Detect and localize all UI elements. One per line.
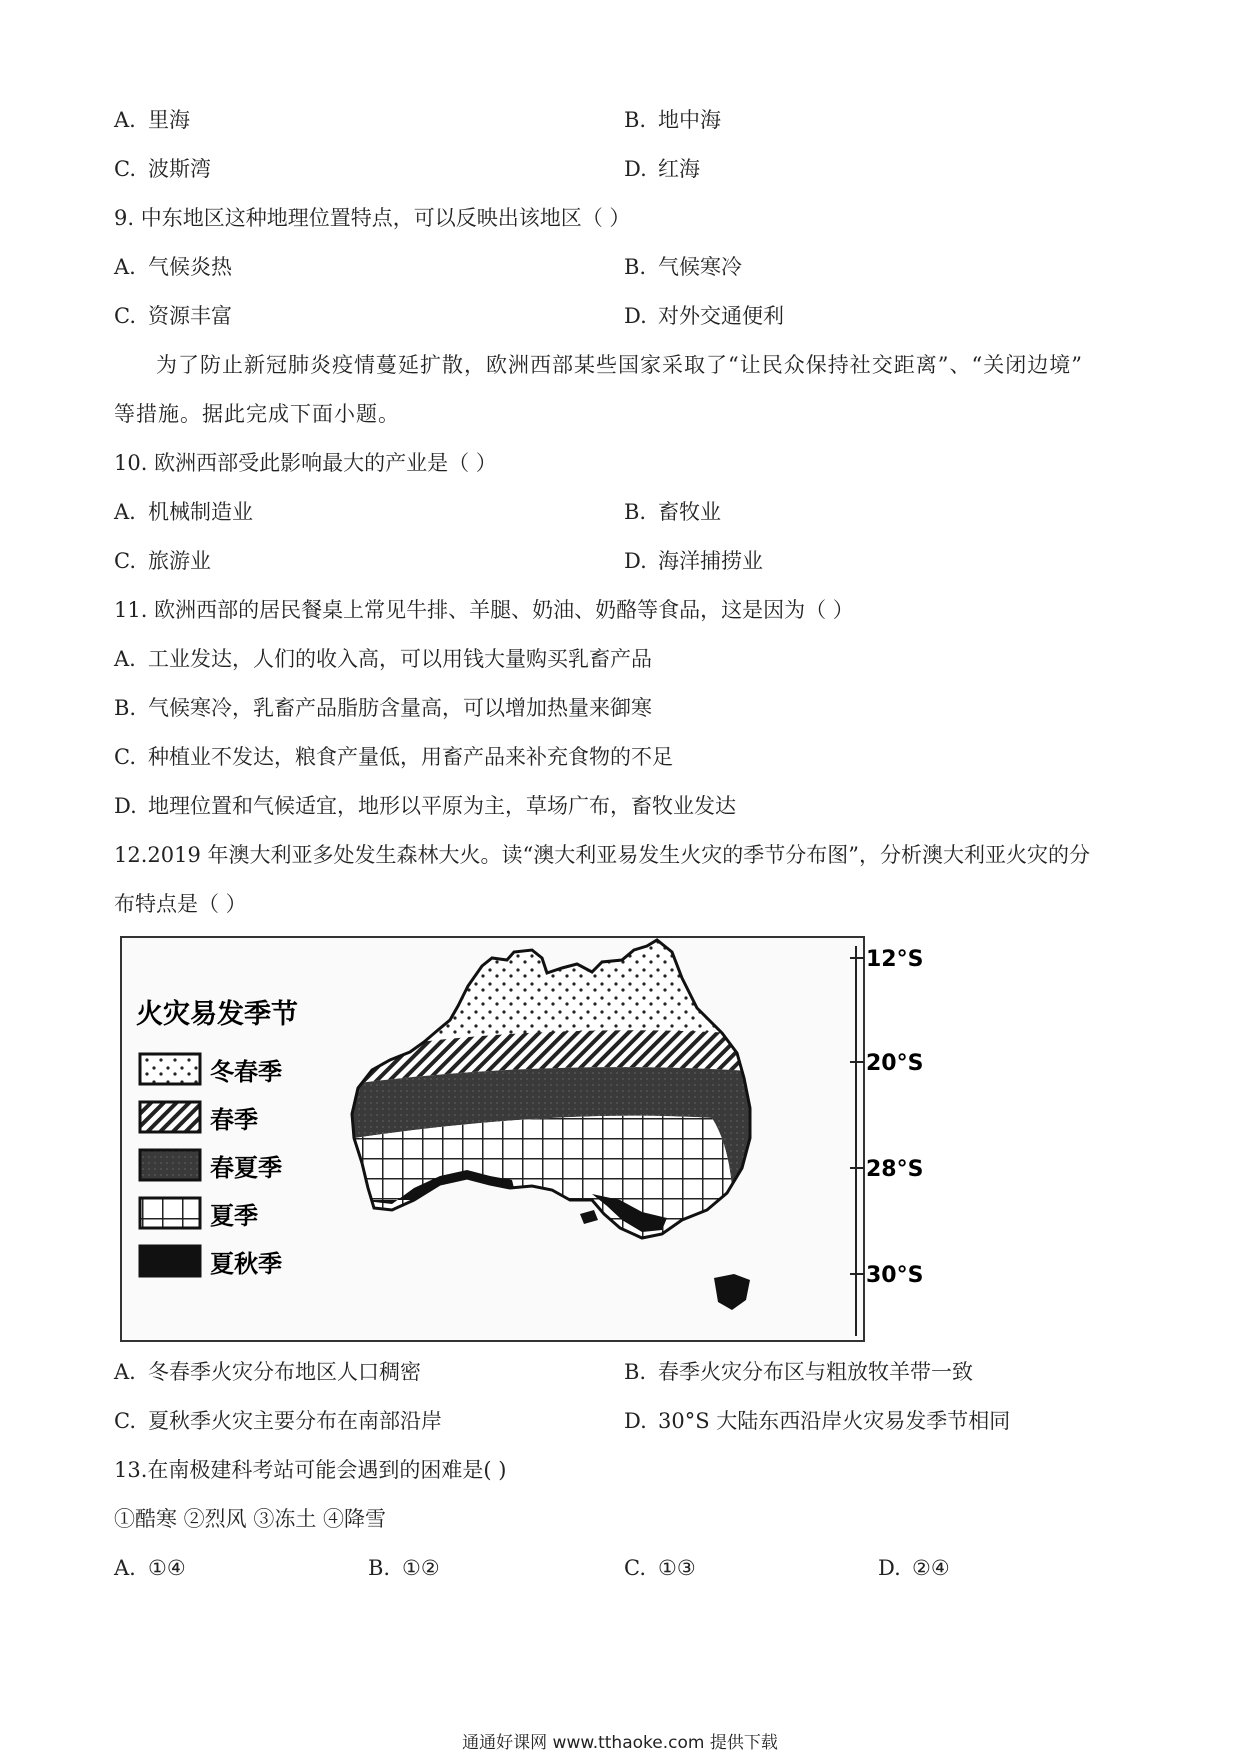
latitude-label-12s: 12°S: [866, 947, 924, 972]
legend-label-spring-summer: 春夏季: [210, 1154, 282, 1182]
q10-option-d: D. 海洋捕捞业: [624, 549, 763, 573]
page-footer: 通通好课网 www.tthaoke.com 提供下载: [462, 1733, 778, 1753]
q13-option-d: D. ②④: [878, 1556, 950, 1580]
q12-option-b: B. 春季火灾分布区与粗放牧羊带一致: [624, 1360, 973, 1384]
legend-swatch-summer-autumn: [140, 1246, 200, 1276]
latitude-label-30s: 30°S: [866, 1263, 924, 1288]
q11-option-d: D. 地理位置和气候适宜，地形以平原为主，草场广布，畜牧业发达: [114, 794, 736, 818]
legend-label-spring: 春季: [210, 1106, 258, 1134]
australia-fire-season-map: [120, 936, 865, 1342]
q12-stem-line-2: 布特点是（ ）: [114, 892, 247, 916]
legend-label-winter-spring: 冬春季: [210, 1058, 282, 1086]
q11-option-b: B. 气候寒冷，乳畜产品脂肪含量高，可以增加热量来御寒: [114, 696, 652, 720]
legend-label-summer-autumn: 夏秋季: [210, 1250, 282, 1278]
q10-stem: 10. 欧洲西部受此影响最大的产业是（ ）: [114, 451, 497, 475]
latitude-scale: [850, 936, 960, 1342]
q12-option-a: A. 冬春季火灾分布地区人口稠密: [114, 1360, 421, 1384]
q10-option-c: C. 旅游业: [114, 549, 211, 573]
q8-option-c: C. 波斯湾: [114, 157, 211, 181]
map-graphic: [122, 938, 867, 1344]
q13-option-c: C. ①③: [624, 1556, 696, 1580]
q11-stem: 11. 欧洲西部的居民餐桌上常见牛排、羊腿、奶油、奶酪等食品，这是因为（ ）: [114, 598, 854, 622]
q9-option-a: A. 气候炎热: [114, 255, 232, 279]
q12-stem-line-1: 12.2019 年澳大利亚多处发生森林大火。读“澳大利亚易发生火灾的季节分布图”，分析澳大利亚火灾的分: [114, 843, 1090, 867]
q8-option-a: A. 里海: [114, 108, 190, 132]
q8-option-b: B. 地中海: [624, 108, 721, 132]
q9-option-d: D. 对外交通便利: [624, 304, 784, 328]
q12-option-d: D. 30°S 大陆东西沿岸火灾易发季节相同: [624, 1409, 1011, 1433]
island: [580, 1210, 598, 1224]
q9-option-b: B. 气候寒冷: [624, 255, 742, 279]
legend-title: 火灾易发季节: [136, 999, 298, 1030]
passage-line-1: 为了防止新冠肺炎疫情蔓延扩散，欧洲西部某些国家采取了“让民众保持社交距离”、“关闭边境”: [156, 353, 1083, 377]
q13-option-b: B. ①②: [368, 1556, 440, 1580]
legend-swatch-spring-summer: [140, 1150, 200, 1180]
latitude-label-28s: 28°S: [866, 1157, 924, 1182]
legend-swatch-spring: [140, 1102, 200, 1132]
latitude-label-20s: 20°S: [866, 1051, 924, 1076]
legend-swatch-summer: [140, 1198, 200, 1228]
q10-option-b: B. 畜牧业: [624, 500, 721, 524]
q9-option-c: C. 资源丰富: [114, 304, 232, 328]
q13-items: ①酷寒 ②烈风 ③冻土 ④降雪: [114, 1507, 387, 1531]
q13-stem: 13.在南极建科考站可能会遇到的困难是( ): [114, 1458, 507, 1482]
q8-option-d: D. 红海: [624, 157, 700, 181]
q11-option-a: A. 工业发达，人们的收入高，可以用钱大量购买乳畜产品: [114, 647, 652, 671]
q10-option-a: A. 机械制造业: [114, 500, 253, 524]
q11-option-c: C. 种植业不发达，粮食产量低，用畜产品来补充食物的不足: [114, 745, 673, 769]
passage-line-2: 等措施。据此完成下面小题。: [114, 402, 400, 426]
q13-option-a: A. ①④: [114, 1556, 186, 1580]
q12-option-c: C. 夏秋季火灾主要分布在南部沿岸: [114, 1409, 442, 1433]
q9-stem: 9. 中东地区这种地理位置特点，可以反映出该地区（ ）: [114, 206, 631, 230]
legend-swatch-winter-spring: [140, 1054, 200, 1084]
legend-label-summer: 夏季: [210, 1202, 258, 1230]
tasmania: [714, 1274, 750, 1310]
